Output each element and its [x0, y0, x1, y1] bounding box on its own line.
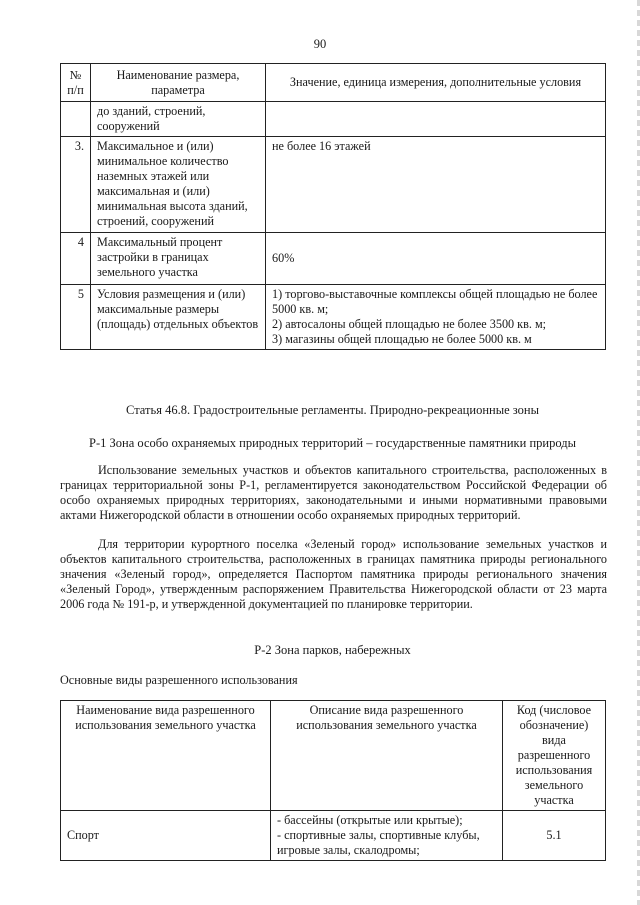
column-header-use-code: Код (числовое обозначение) вида разрешенного использования земельного участка	[503, 701, 606, 811]
use-code: 5.1	[503, 811, 606, 861]
column-header-parameter: Наименование размера, параметра	[91, 64, 266, 102]
table-row	[61, 285, 606, 350]
table-row	[61, 102, 606, 137]
description-line: - спортивные залы, спортивные клубы, игровые залы, скалодромы;	[277, 828, 480, 857]
column-header-use-name: Наименование вида разрешенного использования земельного участка	[61, 701, 271, 811]
table-row	[61, 233, 606, 285]
page-number: 90	[313, 37, 327, 51]
zone-r1-title: Р-1 Зона особо охраняемых природных территорий – государственные памятники природы	[89, 436, 576, 450]
article-title: Статья 46.8. Градостроительные регламенты. Природно-рекреационные зоны	[126, 403, 539, 417]
row-parameter: до зданий, строений, сооружений	[91, 102, 266, 137]
row-number: 3.	[61, 137, 91, 233]
row-value: не более 16 этажей	[266, 137, 606, 233]
parameters-table	[60, 63, 606, 350]
column-header-number: № п/п	[61, 64, 91, 102]
zone-r2-title: Р-2 Зона парков, набережных	[254, 643, 411, 657]
paragraph-r1-usage: Использование земельных участков и объектов капитального строительства, расположенных в границах территориальной зоны Р-1, регламентируется законодательством Российской Федерации об особо охраняемых природных территориях, законодательными и иными нормативными правовыми актами Нижегородской области в отношении особо охраняемых природных территорий.	[60, 463, 607, 522]
table-row	[61, 811, 606, 861]
table-header-row	[61, 64, 606, 102]
row-number	[61, 102, 91, 137]
column-header-value: Значение, единица измерения, дополнительные условия	[266, 64, 606, 102]
row-parameter: Условия размещения и (или) максимальные размеры (площадь) отдельных объектов	[91, 285, 266, 350]
description-line: - бассейны (открытые или крытые);	[277, 813, 463, 827]
row-number: 5	[61, 285, 91, 350]
permitted-uses-table	[60, 700, 606, 861]
main-uses-label: Основные виды разрешенного использования	[60, 673, 298, 687]
row-value	[266, 102, 606, 137]
paragraph-zeleny-gorod: Для территории курортного поселка «Зеленый город» использование земельных участков и объектов капитального строительства, расположенных в границах памятника природы регионального значения «Зеленый город», определяется Паспортом памятника природы регионального значения «Зеленый Город», утвержденным распоряжением Правительства Нижегородской области от 23 марта 2006 года № 191-р, и утвержденной документацией по планировке территории.	[60, 537, 607, 611]
row-parameter: Максимальное и (или) минимальное количество наземных этажей или максимальная и (или) минимальная высота зданий, строений, сооружений	[91, 137, 266, 233]
use-description	[271, 811, 503, 861]
row-number: 4	[61, 233, 91, 285]
table-header-row	[61, 701, 606, 811]
row-parameter: Максимальный процент застройки в границах земельного участка	[91, 233, 266, 285]
row-value: 60%	[266, 233, 606, 285]
column-header-use-description: Описание вида разрешенного использования земельного участка	[271, 701, 503, 811]
table-row	[61, 137, 606, 233]
row-value	[266, 285, 606, 350]
value-line: 2) автосалоны общей площадью не более 3500 кв. м;	[272, 317, 547, 331]
value-line: 1) торгово-выставочные комплексы общей площадью не более 5000 кв. м;	[272, 287, 598, 316]
value-line: 3) магазины общей площадью не более 5000 кв. м	[272, 332, 532, 346]
use-name: Спорт	[61, 811, 271, 861]
